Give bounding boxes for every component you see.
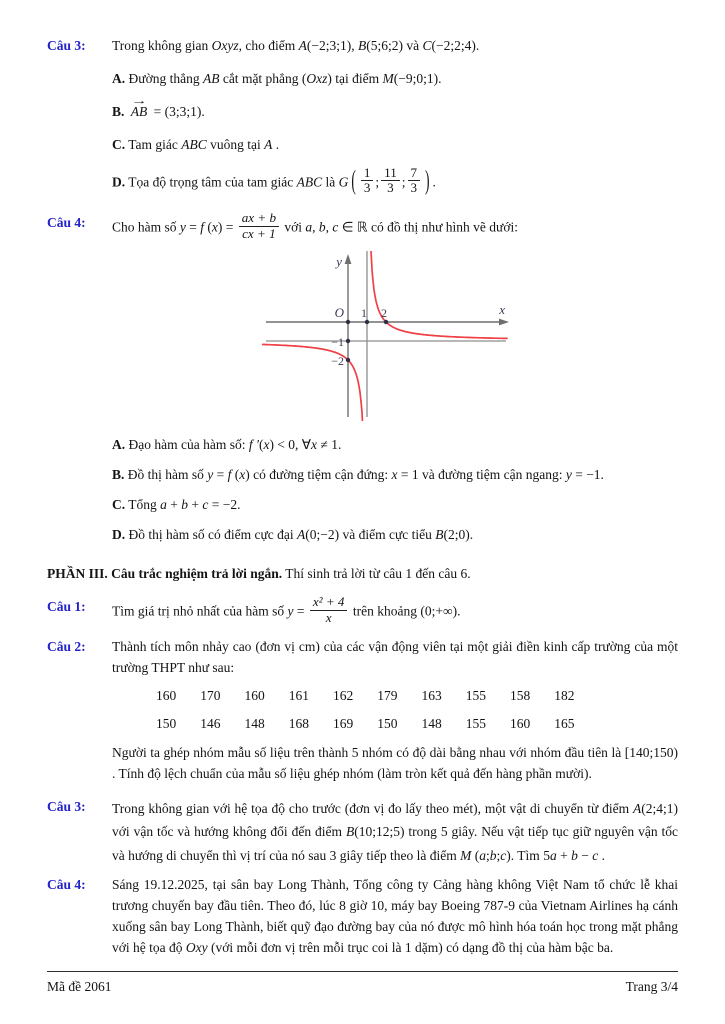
fraction: $\frac{ax + b}{cx + 1}$ <box>239 211 279 241</box>
question-p2-4 <box>47 210 678 546</box>
data-value: 179 <box>377 688 398 704</box>
marked-point <box>365 320 369 324</box>
data-value: 165 <box>554 716 575 731</box>
option-a: A. Đường thẳng AB cắt mặt phẳng (Oxz) tại điểm M(−9;0;1). <box>112 70 442 86</box>
exam-code: Mã đề 2061 <box>47 979 112 994</box>
data-value: 161 <box>288 688 309 704</box>
x-axis-label: x <box>499 302 505 318</box>
question-stem: Sáng 19.12.2025, tại sân bay Long Thành, Tổng công ty Cảng hàng không Việt Nam tổ chức lễ khai trương chuyến bay đầu tiên. Theo đó, lúc 8 giờ 10, máy bay Boeing 787-9 của Vietnam Airlines hạ cánh xuống sân bay Long Thành, biết quỹ đạo đường bay của nó được mô hình hóa toán học trong mặt phẳng với hệ tọa độ Oxy (với mỗi đơn vị trên mỗi trục coi là 1 dặm) có dạng đồ thị của hàm bậc ba. <box>112 877 678 955</box>
marked-point <box>346 339 350 343</box>
origin-label: O <box>334 305 344 321</box>
tick-minus1: −1 <box>331 335 344 350</box>
data-row-1 <box>112 686 678 707</box>
data-value: 160 <box>156 688 177 704</box>
option-d: D. Đồ thị hàm số có điểm cực đại A(0;−2) và điểm cực tiểu B(2;0). <box>112 527 474 543</box>
option-c: C. Tổng a + b + c = −2. <box>112 497 241 513</box>
question-tail: Người ta ghép nhóm mẫu số liệu trên thành 5 nhóm có độ dài bằng nhau với nhóm đầu tiên là [140;150) . Tính độ lệch chuẩn của mẫu số liệu ghép nhóm (làm tròn kết quả đến hàng phần mười). <box>112 744 678 781</box>
option-b: B. → AB = (3;3;1). <box>112 102 678 123</box>
graph-dynamic-layer <box>262 251 508 421</box>
question-p3-3 <box>47 797 678 867</box>
question-label: Câu 2: <box>47 639 86 655</box>
data-value: 155 <box>465 688 486 704</box>
fraction: $\frac{11}{3}$ <box>381 166 400 196</box>
marked-point <box>346 320 350 324</box>
data-value: 160 <box>510 716 531 731</box>
vector-notation: → AB <box>130 95 148 119</box>
data-value: 148 <box>244 716 265 731</box>
fraction: $\frac{\text{x² + 4}}{x}$ <box>310 595 348 625</box>
data-value: 146 <box>200 716 221 731</box>
question-label: Câu 4: <box>47 215 86 230</box>
question-stem: Cho hàm số y = f (x) = $\frac{ax + b}{cx + 1}$ với a, b, c ∈ ℝ có đồ thị như hình vẽ dưới: <box>112 210 518 241</box>
x-axis-arrow-icon <box>499 319 509 326</box>
question-label: Câu 1: <box>47 598 86 614</box>
data-value: 158 <box>510 688 531 704</box>
page-footer <box>47 971 678 998</box>
data-value: 169 <box>333 716 354 731</box>
question-p3-1 <box>47 593 678 627</box>
page-number: Trang 3/4 <box>625 979 678 994</box>
question-label: Câu 4: <box>47 877 86 893</box>
question-p3-2 <box>47 637 678 785</box>
marked-point <box>384 320 388 324</box>
question-label: Câu 3: <box>47 798 86 814</box>
y-axis-arrow-icon <box>345 254 352 264</box>
data-value: 160 <box>244 688 265 704</box>
data-value: 150 <box>377 716 398 731</box>
data-value: 182 <box>554 688 575 704</box>
data-row-2 <box>112 714 678 735</box>
hyperbola-graph <box>260 251 520 421</box>
option-d: D. Tọa độ trọng tâm của tam giác ABC là G ( $\frac{1}{3}$ ; $\frac{11}{3}$ ; $\frac{7}{3}$ ) . <box>112 164 436 196</box>
option-c: C. Tam giác ABC vuông tại A . <box>112 136 280 152</box>
data-value: 162 <box>333 688 354 704</box>
question-p3-4 <box>47 875 678 959</box>
question-stem: Thành tích môn nhảy cao (đơn vị cm) của các vận động viên tại một giải điền kinh cấp trường của một trường THPT như sau: <box>112 639 678 676</box>
option-b: B. Đồ thị hàm số y = f (x) có đường tiệm cận đứng: x = 1 và đường tiệm cận ngang: y = −1. <box>112 467 604 483</box>
fraction: $\frac{1}{3}$ <box>361 166 374 196</box>
data-value: 170 <box>200 688 221 704</box>
data-value: 148 <box>421 716 442 731</box>
function-graph <box>260 251 520 421</box>
hyperbola-branch <box>371 251 508 338</box>
question-stem: Trong không gian với hệ tọa độ cho trước (đơn vị đo lấy theo mét), một vật di chuyển từ điểm A(2;4;1) với vận tốc và hướng không đổi đến điểm B(10;12;5) trong 5 giây. Nếu vật tiếp tục giữ nguyên vận tốc và hướng di chuyển thì vị trí của nó sau 3 giây tiếp theo là điểm M (a;b;c). Tìm 5a + b − c . <box>112 800 678 863</box>
data-value: 163 <box>421 688 442 704</box>
tick-1: 1 <box>361 306 367 321</box>
tick-minus2: −2 <box>331 354 344 369</box>
part3-heading: PHẦN III. Câu trắc nghiệm trả lời ngắn. Thí sinh trả lời từ câu 1 đến câu 6. <box>47 566 471 581</box>
question-p2-3 <box>47 36 678 198</box>
y-axis-label: y <box>336 254 342 270</box>
question-stem: Tìm giá trị nhỏ nhất của hàm số y = $\frac{\text{x² + 4}}{x}$ trên khoảng (0;+∞). <box>112 593 461 625</box>
question-label: Câu 3: <box>47 38 86 53</box>
data-value: 168 <box>288 716 309 731</box>
question-stem: Trong không gian Oxyz, cho điểm A(−2;3;1), B(5;6;2) và C(−2;2;4). <box>112 38 480 53</box>
option-a: A. Đạo hàm của hàm số: f ′(x) < 0, ∀x ≠ 1. <box>112 437 342 453</box>
fraction: $\frac{7}{3}$ <box>408 166 421 196</box>
data-value: 155 <box>465 716 486 731</box>
marked-point <box>346 358 350 362</box>
data-value: 150 <box>156 716 177 731</box>
tick-2: 2 <box>381 306 387 321</box>
